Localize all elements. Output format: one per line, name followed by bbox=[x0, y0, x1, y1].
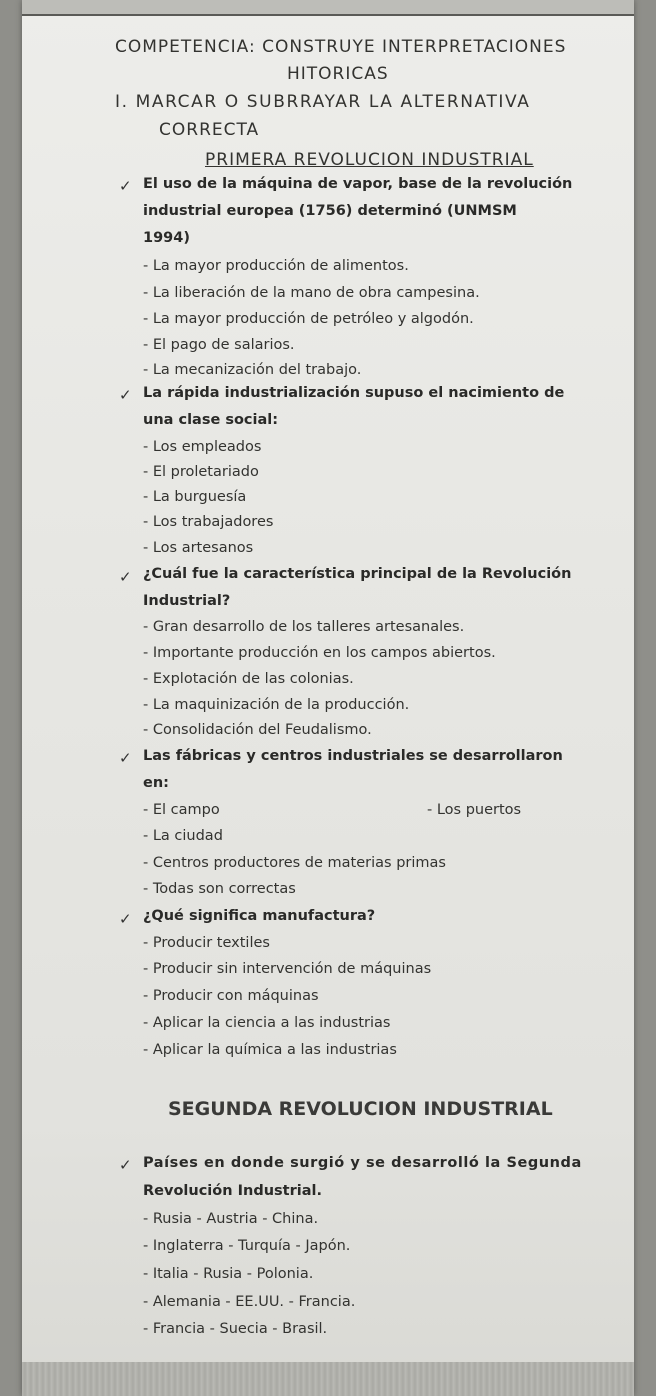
checkmark-icon: ✓ bbox=[119, 1156, 132, 1174]
bottom-edge-strip bbox=[22, 1362, 634, 1396]
competency-title-continued: HITORICAS bbox=[287, 64, 389, 84]
checkmark-icon: ✓ bbox=[119, 386, 132, 404]
question-1-text-end: 1994) bbox=[143, 230, 190, 246]
question-2-option[interactable]: - La burguesía bbox=[143, 489, 247, 505]
question-3-option[interactable]: - La maquinización de la producción. bbox=[143, 697, 410, 713]
question-5-option[interactable]: - Producir sin intervención de máquinas bbox=[143, 961, 432, 977]
question-1-option[interactable]: - La liberación de la mano de obra campesina. bbox=[143, 285, 480, 301]
top-edge-strip bbox=[22, 0, 634, 16]
question-2-option[interactable]: - Los artesanos bbox=[143, 540, 254, 556]
question-3-text-continued: Industrial? bbox=[143, 593, 231, 609]
question-6-text: Países en donde surgió y se desarrolló la Segunda bbox=[143, 1155, 582, 1171]
section-title-second-revolution: SEGUNDA REVOLUCION INDUSTRIAL bbox=[168, 1098, 553, 1120]
question-6-option[interactable]: - Rusia - Austria - China. bbox=[143, 1211, 319, 1227]
question-4-option[interactable]: - La ciudad bbox=[143, 828, 223, 844]
question-6-option[interactable]: - Francia - Suecia - Brasil. bbox=[143, 1321, 328, 1337]
question-3-option[interactable]: - Explotación de las colonias. bbox=[143, 671, 354, 687]
question-1-option[interactable]: - La mecanización del trabajo. bbox=[143, 362, 362, 378]
worksheet-page bbox=[22, 0, 634, 1396]
question-3-option[interactable]: - Consolidación del Feudalismo. bbox=[143, 722, 372, 738]
instruction-text: I. MARCAR O SUBRRAYAR LA ALTERNATIVA bbox=[115, 92, 531, 112]
checkmark-icon: ✓ bbox=[119, 568, 132, 586]
question-4-option[interactable]: - El campo bbox=[143, 802, 220, 818]
question-4-option[interactable]: - Centros productores de materias primas bbox=[143, 855, 446, 871]
question-5-option[interactable]: - Aplicar la química a las industrias bbox=[143, 1042, 397, 1058]
question-3-text: ¿Cuál fue la característica principal de la Revolución bbox=[143, 566, 572, 582]
question-5-option[interactable]: - Producir con máquinas bbox=[143, 988, 319, 1004]
question-6-option[interactable]: - Italia - Rusia - Polonia. bbox=[143, 1266, 314, 1282]
question-3-option[interactable]: - Gran desarrollo de los talleres artesanales. bbox=[143, 619, 465, 635]
checkmark-icon: ✓ bbox=[119, 910, 132, 928]
section-title-first-revolution: PRIMERA REVOLUCION INDUSTRIAL bbox=[205, 150, 534, 170]
question-5-option[interactable]: - Producir textiles bbox=[143, 935, 270, 951]
competency-title: COMPETENCIA: CONSTRUYE INTERPRETACIONES bbox=[115, 37, 567, 57]
question-4-text-continued: en: bbox=[143, 775, 169, 791]
question-2-option[interactable]: - El proletariado bbox=[143, 464, 259, 480]
question-3-option[interactable]: - Importante producción en los campos abiertos. bbox=[143, 645, 496, 661]
question-1-text: El uso de la máquina de vapor, base de la revolución bbox=[143, 176, 573, 192]
question-6-option[interactable]: - Inglaterra - Turquía - Japón. bbox=[143, 1238, 351, 1254]
question-2-option[interactable]: - Los trabajadores bbox=[143, 514, 274, 530]
instruction-text-continued: CORRECTA bbox=[159, 120, 260, 140]
question-4-option[interactable]: - Todas son correctas bbox=[143, 881, 296, 897]
question-5-text: ¿Qué significa manufactura? bbox=[143, 908, 376, 924]
question-1-option[interactable]: - La mayor producción de alimentos. bbox=[143, 258, 409, 274]
question-1-option[interactable]: - La mayor producción de petróleo y algodón. bbox=[143, 311, 474, 327]
question-2-option[interactable]: - Los empleados bbox=[143, 439, 262, 455]
question-1-option[interactable]: - El pago de salarios. bbox=[143, 337, 295, 353]
question-6-option[interactable]: - Alemania - EE.UU. - Francia. bbox=[143, 1294, 356, 1310]
question-2-text: La rápida industrialización supuso el nacimiento de bbox=[143, 385, 565, 401]
checkmark-icon: ✓ bbox=[119, 749, 132, 767]
question-4-text: Las fábricas y centros industriales se desarrollaron bbox=[143, 748, 563, 764]
checkmark-icon: ✓ bbox=[119, 177, 132, 195]
question-1-text-continued: industrial europea (1756) determinó (UNMSM bbox=[143, 203, 517, 219]
question-5-option[interactable]: - Aplicar la ciencia a las industrias bbox=[143, 1015, 391, 1031]
question-6-text-continued: Revolución Industrial. bbox=[143, 1183, 322, 1199]
question-2-text-continued: una clase social: bbox=[143, 412, 279, 428]
question-4-option-right[interactable]: - Los puertos bbox=[427, 802, 522, 818]
